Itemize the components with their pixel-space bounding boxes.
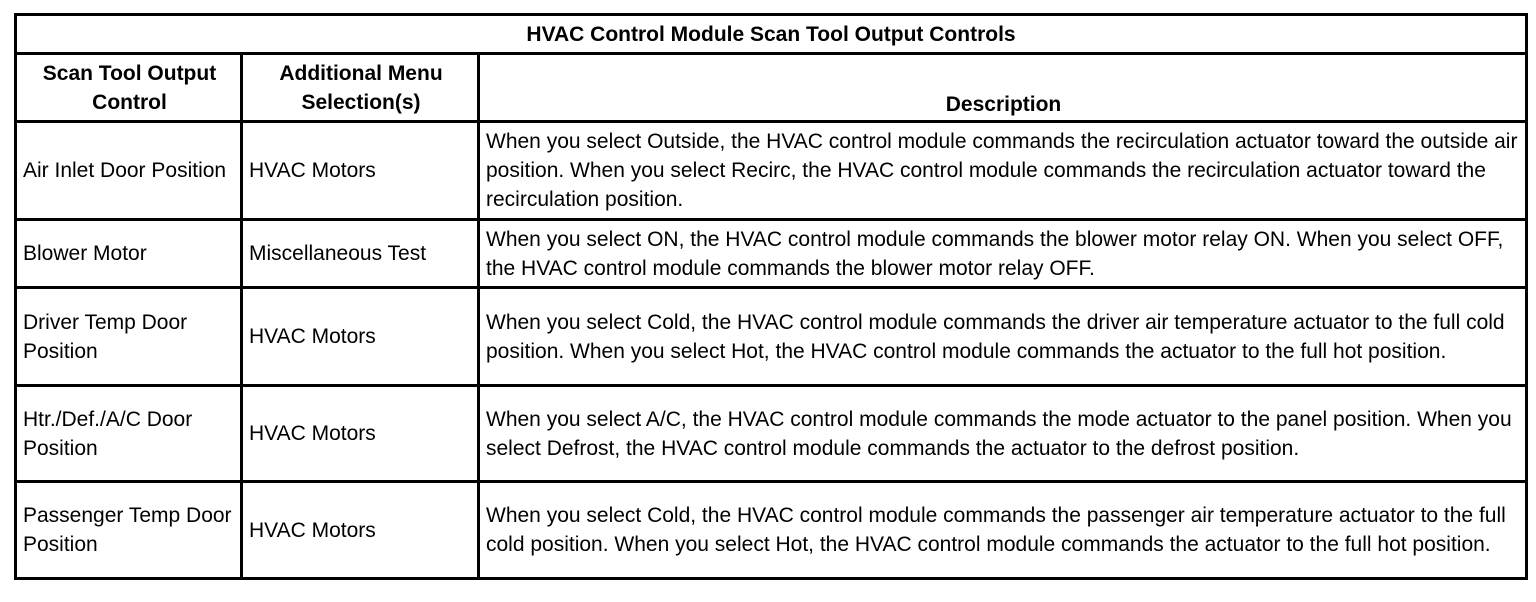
menu-cell: Miscellaneous Test (242, 220, 479, 288)
table-row (16, 220, 1527, 288)
menu-cell: HVAC Motors (242, 482, 479, 579)
output-controls-table-wrapper (14, 13, 1528, 580)
control-cell: Air Inlet Door Position (16, 122, 242, 220)
control-cell: Htr./Def./A/C Door Position (16, 386, 242, 482)
description-cell: When you select Cold, the HVAC control module commands the driver air temperature actuator to the full cold position. When you select Hot, the HVAC control module commands the actuator to the full hot position. (479, 288, 1527, 386)
description-cell: When you select ON, the HVAC control module commands the blower motor relay ON. When you select OFF, the HVAC control module commands the blower motor relay OFF. (479, 220, 1527, 288)
output-controls-table (14, 13, 1528, 580)
menu-cell: HVAC Motors (242, 386, 479, 482)
menu-cell: HVAC Motors (242, 122, 479, 220)
table-row (16, 482, 1527, 579)
description-cell: When you select Cold, the HVAC control module commands the passenger air temperature actuator to the full cold position. When you select Hot, the HVAC control module commands the actuator to the full hot position. (479, 482, 1527, 579)
description-cell: When you select Outside, the HVAC control module commands the recirculation actuator toward the outside air position. When you select Recirc, the HVAC control module commands the recirculation actuator toward the recirculation position. (479, 122, 1527, 220)
table-title-row (16, 15, 1527, 54)
header-description: Description (479, 54, 1527, 122)
table-title: HVAC Control Module Scan Tool Output Controls (16, 15, 1527, 54)
menu-cell: HVAC Motors (242, 288, 479, 386)
table-row (16, 122, 1527, 220)
table-row (16, 386, 1527, 482)
table-row (16, 288, 1527, 386)
header-additional-menu-selections: Additional Menu Selection(s) (242, 54, 479, 122)
header-scan-tool-output-control: Scan Tool Output Control (16, 54, 242, 122)
control-cell: Passenger Temp Door Position (16, 482, 242, 579)
table-header-row (16, 54, 1527, 122)
control-cell: Blower Motor (16, 220, 242, 288)
description-cell: When you select A/C, the HVAC control module commands the mode actuator to the panel position. When you select Defrost, the HVAC control module commands the actuator to the defrost position. (479, 386, 1527, 482)
control-cell: Driver Temp Door Position (16, 288, 242, 386)
